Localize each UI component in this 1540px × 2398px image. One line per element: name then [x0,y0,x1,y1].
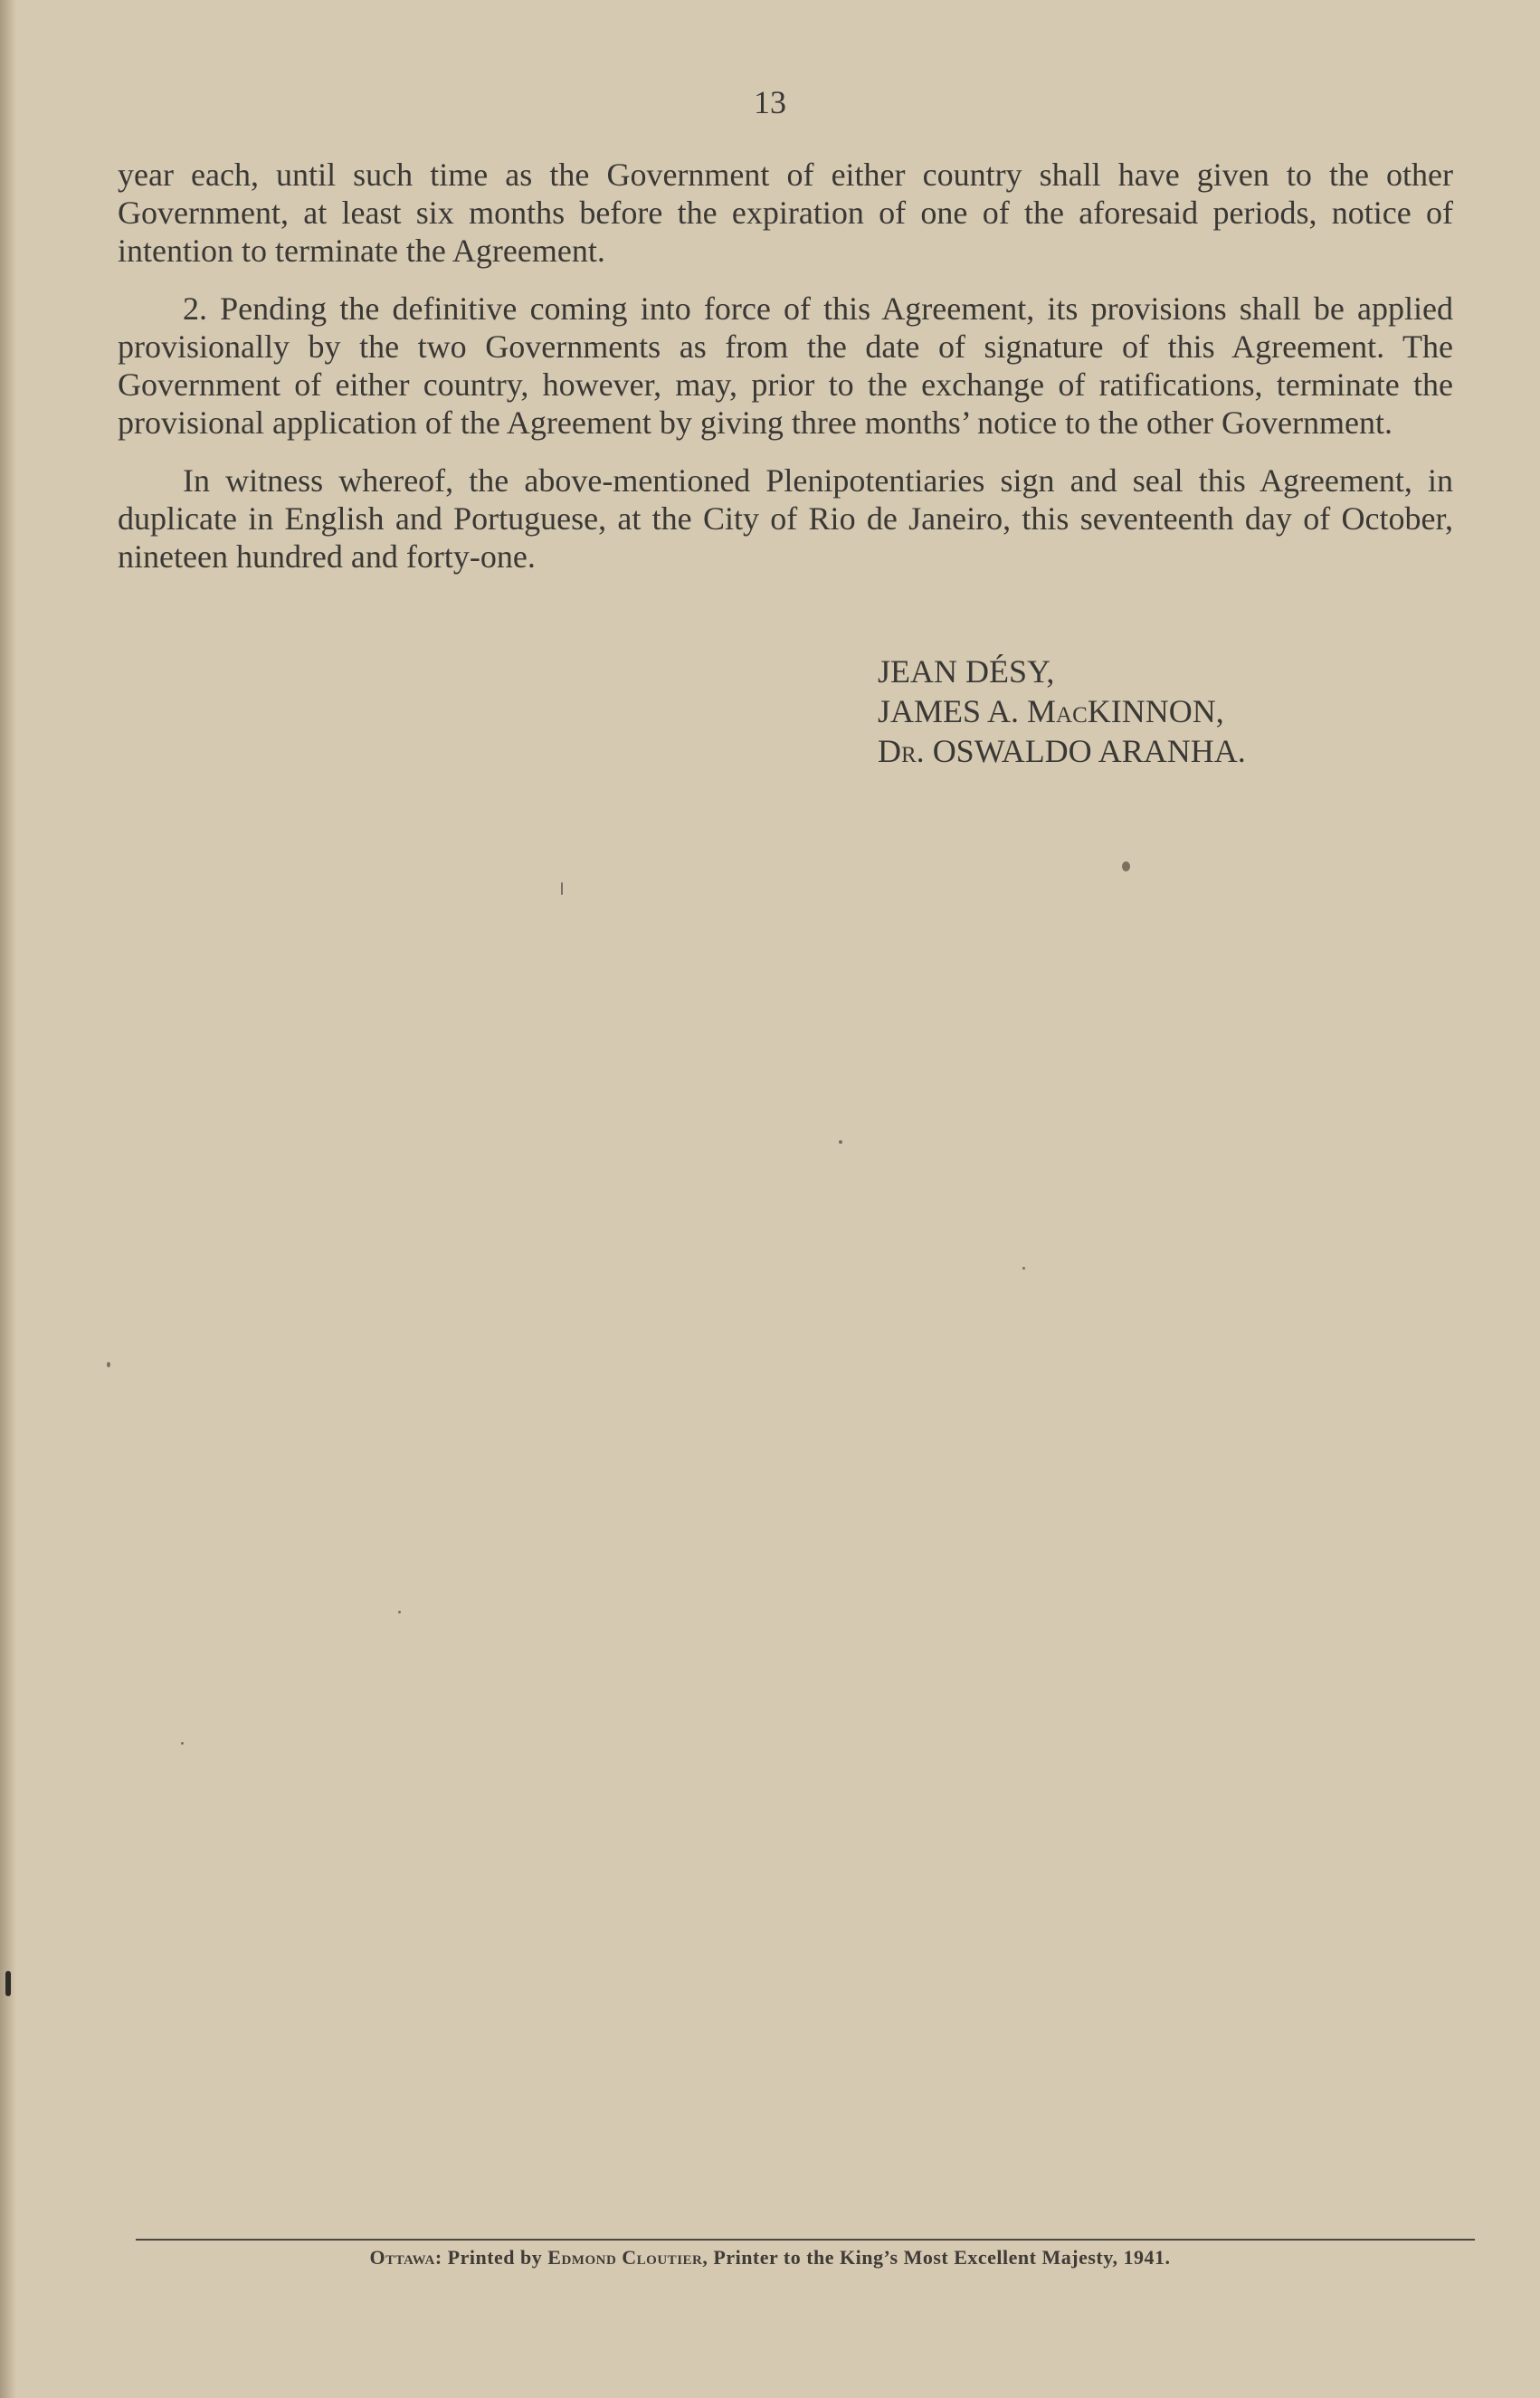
signatory-aranha-title: Dr. [878,733,925,769]
speck [181,1742,184,1745]
paragraph-provisional-application: 2. Pending the definitive coming into force of this Agreement, its provisions shall be applied provisionally by the two Governments as from the date of signature of this Agreement. The Government of either country, however, may, prior to the exchange of ratifications, terminate the provisional application of the Agreement by giving three months’ notice to the other Government. [118,290,1453,441]
imprint-rest: , Printer to the King’s Most Excellent Majesty, 1941. [702,2246,1171,2269]
speck [839,1140,842,1144]
paragraph-witness-clause: In witness whereof, the above-mentioned Plenipotentiaries sign and seal this Agreement, in duplicate in English and Portuguese, at the City of Rio de Janeiro, this seventeenth day of October, nineteen hundred and forty-one. [118,462,1453,575]
speck [1022,1267,1025,1270]
page-edge-shadow [0,0,16,2398]
speck [107,1362,110,1367]
signature-block [878,652,1246,771]
speck [5,1971,11,1996]
signatory-aranha [878,731,1246,771]
imprint-city: Ottawa [369,2246,435,2269]
signatory-aranha-name: OSWALDO ARANHA. [924,733,1246,769]
page-number: 13 [754,84,786,120]
speck [561,882,563,895]
agreement-body [118,156,1453,595]
footer-rule [136,2239,1475,2241]
signatory-mackinnon [878,691,1246,731]
signatory-mackinnon-mac: Mac [1027,693,1088,729]
signatory-mackinnon-surname: KINNON, [1087,693,1224,729]
imprint-printer-name: Edmond Cloutier [547,2246,703,2269]
imprint-printed-by: : Printed by [434,2246,548,2269]
paragraph-continuation: year each, until such time as the Government of either country shall have given to the other Government, at least six months before the expiration of one of the aforesaid periods, notice of intention to terminate the Agreement. [118,157,1453,269]
signatory-mackinnon-given: JAMES A. [878,693,1028,729]
speck [398,1611,401,1613]
signatory-desy: JEAN DÉSY, [878,653,1055,690]
speck [1122,861,1130,871]
printer-imprint [0,2246,1540,2270]
